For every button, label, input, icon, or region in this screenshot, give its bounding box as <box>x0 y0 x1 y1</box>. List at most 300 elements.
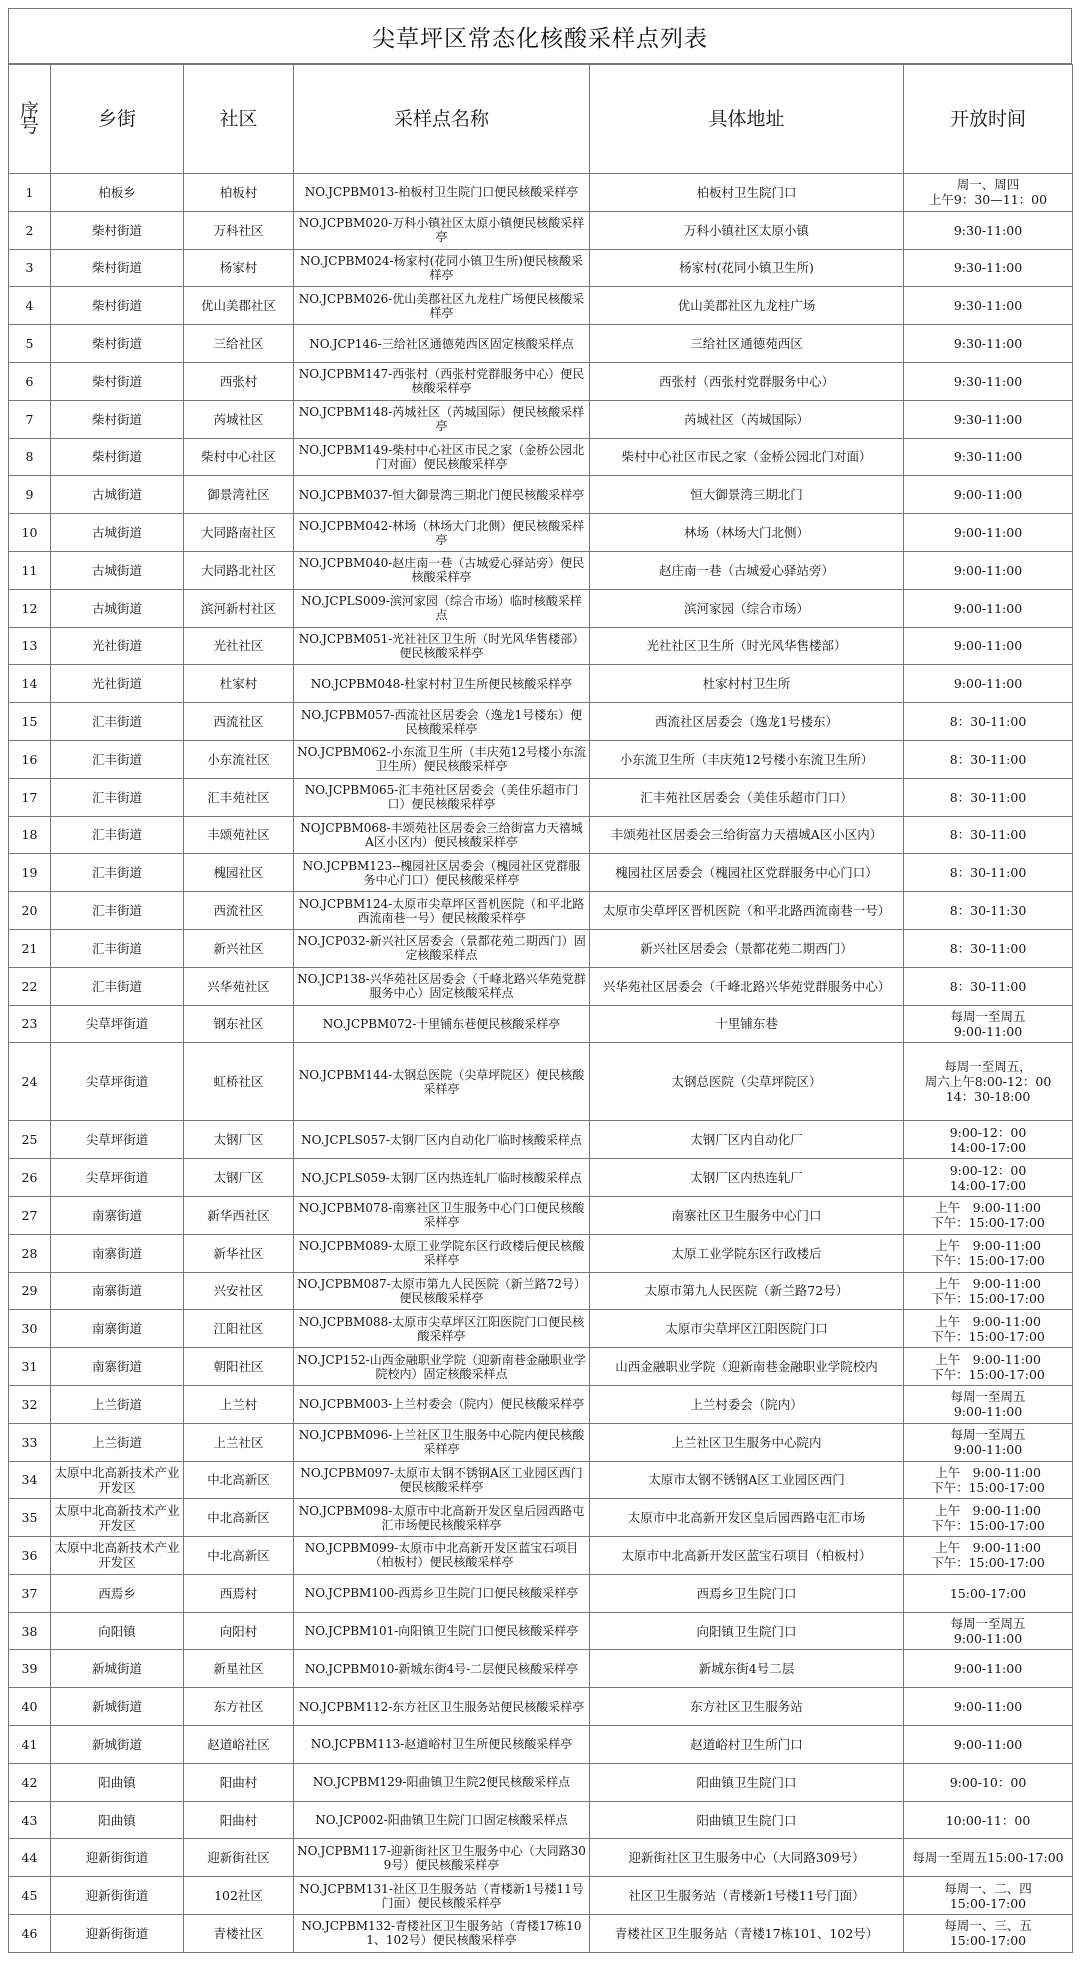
cell-street: 新城街道 <box>51 1688 184 1726</box>
cell-street: 汇丰街道 <box>51 892 184 930</box>
cell-address: 优山美郡社区九龙柱广场 <box>590 287 904 325</box>
table-row <box>9 438 1073 476</box>
cell-index: 39 <box>9 1650 51 1688</box>
cell-open-time: 9:30-11:00 <box>904 287 1073 325</box>
table-row <box>9 1121 1073 1159</box>
cell-address: 柴村中心社区市民之家（金桥公园北门对面） <box>590 438 904 476</box>
table-row <box>9 703 1073 741</box>
cell-open-time: 上午 9:00-11:00 下午：15:00-17:00 <box>904 1196 1073 1234</box>
cell-community: 西焉村 <box>184 1574 294 1612</box>
table-row <box>9 627 1073 665</box>
cell-street: 光社街道 <box>51 627 184 665</box>
cell-index: 15 <box>9 703 51 741</box>
cell-address: 迎新街社区卫生服务中心（大同路309号） <box>590 1839 904 1877</box>
cell-community: 新兴社区 <box>184 929 294 967</box>
cell-open-time: 上午 9:00-11:00 下午：15:00-17:00 <box>904 1461 1073 1499</box>
cell-address: 太原市尖草坪区晋机医院（和平北路西流南巷一号） <box>590 892 904 930</box>
cell-open-time: 8：30-11:00 <box>904 929 1073 967</box>
cell-index: 28 <box>9 1234 51 1272</box>
cell-community: 大同路北社区 <box>184 551 294 589</box>
cell-index: 32 <box>9 1385 51 1423</box>
cell-street: 汇丰街道 <box>51 854 184 892</box>
cell-address: 杨家村(花同小镇卫生所) <box>590 249 904 287</box>
cell-address: 丰颂苑社区居委会三给街富力天禧城A区小区内） <box>590 816 904 854</box>
cell-index: 45 <box>9 1877 51 1915</box>
cell-address: 太钢厂区内热连轧厂 <box>590 1159 904 1197</box>
cell-site-name: NO.JCPLS059-太钢厂区内热连轧厂临时核酸采样点 <box>294 1159 590 1197</box>
cell-index: 34 <box>9 1461 51 1499</box>
cell-index: 25 <box>9 1121 51 1159</box>
cell-site-name: NO.JCPBM010-新城东街4号-二层便民核酸采样亭 <box>294 1650 590 1688</box>
cell-street: 汇丰街道 <box>51 967 184 1005</box>
cell-index: 3 <box>9 249 51 287</box>
cell-street: 汇丰街道 <box>51 740 184 778</box>
table-row <box>9 325 1073 363</box>
cell-index: 44 <box>9 1839 51 1877</box>
cell-site-name: NO.JCP002-阳曲镇卫生院门口固定核酸采样点 <box>294 1801 590 1839</box>
cell-site-name: NO.JCPBM113-赵道峪村卫生所便民核酸采样亭 <box>294 1726 590 1764</box>
cell-site-name: NO.JCPBM024-杨家村(花同小镇卫生所)便民核酸采样亭 <box>294 249 590 287</box>
cell-street: 南寨街道 <box>51 1234 184 1272</box>
table-row <box>9 892 1073 930</box>
cell-open-time: 上午 9:00-11:00 下午：15:00-17:00 <box>904 1348 1073 1386</box>
cell-community: 江阳社区 <box>184 1310 294 1348</box>
cell-index: 35 <box>9 1499 51 1537</box>
cell-site-name: NO.JCPBM088-太原市尖草坪区江阳医院门口便民核酸采样亭 <box>294 1310 590 1348</box>
cell-community: 滨河新村社区 <box>184 589 294 627</box>
cell-site-name: NO.JCPBM131-社区卫生服务站（青楼新1号楼11号门面）便民核酸采样亭 <box>294 1877 590 1915</box>
cell-open-time: 9:30-11:00 <box>904 400 1073 438</box>
sampling-points-table <box>8 64 1073 1953</box>
cell-index: 40 <box>9 1688 51 1726</box>
table-row <box>9 551 1073 589</box>
cell-open-time: 每周一、二、四 15:00-17:00 <box>904 1877 1073 1915</box>
cell-community: 太钢厂区 <box>184 1121 294 1159</box>
cell-index: 13 <box>9 627 51 665</box>
cell-address: 社区卫生服务站（青楼新1号楼11号门面） <box>590 1877 904 1915</box>
cell-community: 槐园社区 <box>184 854 294 892</box>
table-row <box>9 174 1073 212</box>
table-row <box>9 1499 1073 1537</box>
cell-site-name: NO.JCP146-三给社区通德苑西区固定核酸采样点 <box>294 325 590 363</box>
cell-address: 太原市中北高新开发区皇后园西路屯汇市场 <box>590 1499 904 1537</box>
cell-street: 柴村街道 <box>51 211 184 249</box>
cell-open-time: 9:00-11:00 <box>904 1688 1073 1726</box>
cell-index: 23 <box>9 1005 51 1043</box>
cell-site-name: NO.JCPLS009-滨河家园（综合市场）临时核酸采样点 <box>294 589 590 627</box>
cell-community: 虹桥社区 <box>184 1043 294 1121</box>
cell-index: 30 <box>9 1310 51 1348</box>
cell-street: 新城街道 <box>51 1726 184 1764</box>
cell-address: 南寨社区卫生服务中心门口 <box>590 1196 904 1234</box>
cell-community: 青楼社区 <box>184 1915 294 1953</box>
cell-site-name: NO.JCPBM037-恒大御景湾三期北门便民核酸采样亭 <box>294 476 590 514</box>
cell-address: 林场（林场大门北侧） <box>590 514 904 552</box>
cell-site-name: NO.JCPLS057-太钢厂区内自动化厂临时核酸采样点 <box>294 1121 590 1159</box>
table-row <box>9 1801 1073 1839</box>
cell-open-time: 9:00-11:00 <box>904 589 1073 627</box>
cell-index: 1 <box>9 174 51 212</box>
header-street: 乡街 <box>51 65 184 174</box>
cell-street: 阳曲镇 <box>51 1763 184 1801</box>
cell-open-time: 8：30-11:00 <box>904 703 1073 741</box>
table-row <box>9 1310 1073 1348</box>
cell-address: 杜家村村卫生所 <box>590 665 904 703</box>
cell-street: 太原中北高新技术产业开发区 <box>51 1461 184 1499</box>
cell-site-name: NO.JCPBM072-十里铺东巷便民核酸采样亭 <box>294 1005 590 1043</box>
cell-open-time: 9:00-12：00 14:00-17:00 <box>904 1121 1073 1159</box>
cell-site-name: NO.JCPBM089-太原工业学院东区行政楼后便民核酸采样亭 <box>294 1234 590 1272</box>
cell-open-time: 8：30-11:00 <box>904 967 1073 1005</box>
cell-open-time: 9:30-11:00 <box>904 249 1073 287</box>
cell-street: 南寨街道 <box>51 1272 184 1310</box>
cell-street: 南寨街道 <box>51 1348 184 1386</box>
cell-index: 18 <box>9 816 51 854</box>
cell-index: 29 <box>9 1272 51 1310</box>
cell-open-time: 每周一至周五 9:00-11:00 <box>904 1612 1073 1650</box>
sampling-sheet <box>8 8 1072 1953</box>
cell-open-time: 9:00-11:00 <box>904 1726 1073 1764</box>
cell-site-name: NO.JCPBM148-芮城社区（芮城国际）便民核酸采样亭 <box>294 400 590 438</box>
cell-address: 汇丰苑社区居委会（美佳乐超市门口） <box>590 778 904 816</box>
cell-open-time: 9:00-10：00 <box>904 1763 1073 1801</box>
cell-index: 9 <box>9 476 51 514</box>
cell-open-time: 上午 9:00-11:00 下午：15:00-17:00 <box>904 1310 1073 1348</box>
cell-address: 西流社区居委会（逸龙1号楼东） <box>590 703 904 741</box>
cell-open-time: 每周一至周五 9:00-11:00 <box>904 1005 1073 1043</box>
cell-site-name: NO.JCPBM087-太原市第九人民医院（新兰路72号）便民核酸采样亭 <box>294 1272 590 1310</box>
cell-index: 26 <box>9 1159 51 1197</box>
cell-site-name: NO.JCPBM132-青楼社区卫生服务站（青楼17栋101、102号）便民核酸采样亭 <box>294 1915 590 1953</box>
cell-street: 古城街道 <box>51 589 184 627</box>
cell-open-time: 9:00-11:00 <box>904 1650 1073 1688</box>
cell-address: 向阳镇卫生院门口 <box>590 1612 904 1650</box>
cell-address: 太原工业学院东区行政楼后 <box>590 1234 904 1272</box>
cell-address: 新城东街4号二层 <box>590 1650 904 1688</box>
table-row <box>9 1763 1073 1801</box>
cell-index: 38 <box>9 1612 51 1650</box>
cell-street: 迎新街街道 <box>51 1915 184 1953</box>
cell-index: 33 <box>9 1423 51 1461</box>
cell-index: 7 <box>9 400 51 438</box>
cell-street: 尖草坪街道 <box>51 1005 184 1043</box>
cell-index: 2 <box>9 211 51 249</box>
cell-index: 41 <box>9 1726 51 1764</box>
cell-index: 5 <box>9 325 51 363</box>
cell-open-time: 周一、周四 上午9：30—11：00 <box>904 174 1073 212</box>
cell-site-name: NO.JCPBM040-赵庄南一巷（古城爱心驿站旁）便民核酸采样亭 <box>294 551 590 589</box>
table-row <box>9 400 1073 438</box>
cell-address: 柏板村卫生院门口 <box>590 174 904 212</box>
cell-index: 31 <box>9 1348 51 1386</box>
cell-street: 尖草坪街道 <box>51 1043 184 1121</box>
cell-open-time: 上午 9:00-11:00 下午：15:00-17:00 <box>904 1499 1073 1537</box>
table-row <box>9 1348 1073 1386</box>
cell-open-time: 每周一、三、五 15:00-17:00 <box>904 1915 1073 1953</box>
cell-site-name: NO.JCP032-新兴社区居委会（景都花苑二期西门）固定核酸采样点 <box>294 929 590 967</box>
header-index: 序号 <box>9 65 51 174</box>
cell-index: 27 <box>9 1196 51 1234</box>
cell-community: 汇丰苑社区 <box>184 778 294 816</box>
table-row <box>9 1574 1073 1612</box>
cell-open-time: 8：30-11:30 <box>904 892 1073 930</box>
cell-community: 新星社区 <box>184 1650 294 1688</box>
cell-community: 迎新街社区 <box>184 1839 294 1877</box>
table-body <box>9 174 1073 1953</box>
cell-community: 万科社区 <box>184 211 294 249</box>
cell-community: 柏板村 <box>184 174 294 212</box>
cell-street: 汇丰街道 <box>51 929 184 967</box>
cell-address: 滨河家园（综合市场） <box>590 589 904 627</box>
cell-site-name: NO.JCPBM003-上兰村委会（院内）便民核酸采样亭 <box>294 1385 590 1423</box>
cell-address: 太钢总医院（尖草坪院区） <box>590 1043 904 1121</box>
table-row <box>9 1839 1073 1877</box>
table-row <box>9 1234 1073 1272</box>
cell-open-time: 9:30-11:00 <box>904 362 1073 400</box>
cell-address: 兴华苑社区居委会（千峰北路兴华苑党群服务中心） <box>590 967 904 1005</box>
cell-index: 11 <box>9 551 51 589</box>
cell-site-name: NO.JCPBM013-柏板村卫生院门口便民核酸采样亭 <box>294 174 590 212</box>
cell-index: 12 <box>9 589 51 627</box>
cell-index: 46 <box>9 1915 51 1953</box>
cell-street: 柏板乡 <box>51 174 184 212</box>
cell-community: 优山美郡社区 <box>184 287 294 325</box>
cell-community: 小东流社区 <box>184 740 294 778</box>
table-row <box>9 1385 1073 1423</box>
cell-site-name: NO.JCPBM078-南寨社区卫生服务中心门口便民核酸采样亭 <box>294 1196 590 1234</box>
cell-index: 14 <box>9 665 51 703</box>
cell-index: 4 <box>9 287 51 325</box>
table-row <box>9 476 1073 514</box>
cell-address: 槐园社区居委会（槐园社区党群服务中心门口） <box>590 854 904 892</box>
cell-street: 西焉乡 <box>51 1574 184 1612</box>
cell-site-name: NOJCPBM068-丰颂苑社区居委会三给街富力天禧城A区小区内）便民核酸采样亭 <box>294 816 590 854</box>
cell-community: 丰颂苑社区 <box>184 816 294 854</box>
table-row <box>9 1612 1073 1650</box>
cell-community: 赵道峪社区 <box>184 1726 294 1764</box>
cell-address: 西焉乡卫生院门口 <box>590 1574 904 1612</box>
cell-address: 太原市太钢不锈钢A区工业园区西门 <box>590 1461 904 1499</box>
cell-community: 御景湾社区 <box>184 476 294 514</box>
header-site-name: 采样点名称 <box>294 65 590 174</box>
cell-street: 柴村街道 <box>51 249 184 287</box>
cell-index: 22 <box>9 967 51 1005</box>
cell-site-name: NO.JCPBM065-汇丰苑社区居委会（美佳乐超市门口）便民核酸采样亭 <box>294 778 590 816</box>
table-row <box>9 1726 1073 1764</box>
cell-open-time: 9:00-12：00 14:00-17:00 <box>904 1159 1073 1197</box>
cell-street: 上兰街道 <box>51 1385 184 1423</box>
cell-open-time: 上午 9:00-11:00 下午：15:00-17:00 <box>904 1272 1073 1310</box>
table-row <box>9 1005 1073 1043</box>
cell-address: 青楼社区卫生服务站（青楼17栋101、102号） <box>590 1915 904 1953</box>
cell-site-name: NO.JCPBM144-太钢总医院（尖草坪院区）便民核酸采样亭 <box>294 1043 590 1121</box>
cell-street: 向阳镇 <box>51 1612 184 1650</box>
cell-site-name: NO.JCPBM147-西张村（西张村党群服务中心）便民核酸采样亭 <box>294 362 590 400</box>
cell-street: 古城街道 <box>51 476 184 514</box>
cell-open-time: 9:30-11:00 <box>904 211 1073 249</box>
cell-site-name: NO.JCPBM124-太原市尖草坪区晋机医院（和平北路西流南巷一号）便民核酸采样亭 <box>294 892 590 930</box>
table-row <box>9 1650 1073 1688</box>
cell-street: 古城街道 <box>51 551 184 589</box>
cell-community: 光社社区 <box>184 627 294 665</box>
cell-open-time: 9:30-11:00 <box>904 325 1073 363</box>
cell-site-name: NO.JCPBM062-小东流卫生所（丰庆苑12号楼小东流卫生所）便民核酸采样亭 <box>294 740 590 778</box>
cell-address: 光社社区卫生所（时光风华售楼部） <box>590 627 904 665</box>
table-row <box>9 740 1073 778</box>
cell-street: 柴村街道 <box>51 325 184 363</box>
cell-open-time: 每周一至周五 9:00-11:00 <box>904 1423 1073 1461</box>
table-row <box>9 854 1073 892</box>
cell-site-name: NO.JCPBM057-西流社区居委会（逸龙1号楼东）便民核酸采样亭 <box>294 703 590 741</box>
cell-site-name: NO.JCP138-兴华苑社区居委会（千峰北路兴华苑党群服务中心）固定核酸采样点 <box>294 967 590 1005</box>
cell-community: 三给社区 <box>184 325 294 363</box>
cell-address: 上兰村委会（院内） <box>590 1385 904 1423</box>
cell-street: 南寨街道 <box>51 1196 184 1234</box>
table-row <box>9 1272 1073 1310</box>
table-row <box>9 362 1073 400</box>
cell-open-time: 每周一至周五， 周六上午8:00-12：00 14：30-18:00 <box>904 1043 1073 1121</box>
cell-address: 赵庄南一巷（古城爱心驿站旁） <box>590 551 904 589</box>
cell-community: 上兰社区 <box>184 1423 294 1461</box>
cell-site-name: NO.JCPBM101-向阳镇卫生院门口便民核酸采样亭 <box>294 1612 590 1650</box>
cell-site-name: NO.JCPBM051-光社社区卫生所（时光风华售楼部）便民核酸采样亭 <box>294 627 590 665</box>
cell-index: 24 <box>9 1043 51 1121</box>
cell-site-name: NO.JCPBM098-太原市中北高新开发区皇后园西路屯汇市场便民核酸采样亭 <box>294 1499 590 1537</box>
cell-address: 万科小镇社区太原小镇 <box>590 211 904 249</box>
table-header-row <box>9 65 1073 174</box>
header-address: 具体地址 <box>590 65 904 174</box>
cell-address: 太原市第九人民医院（新兰路72号） <box>590 1272 904 1310</box>
header-open-time: 开放时间 <box>904 65 1073 174</box>
table-row <box>9 1537 1073 1575</box>
cell-address: 三给社区通德苑西区 <box>590 325 904 363</box>
cell-community: 兴安社区 <box>184 1272 294 1310</box>
cell-address: 阳曲镇卫生院门口 <box>590 1763 904 1801</box>
cell-address: 小东流卫生所（丰庆苑12号楼小东流卫生所） <box>590 740 904 778</box>
cell-index: 10 <box>9 514 51 552</box>
cell-community: 朝阳社区 <box>184 1348 294 1386</box>
cell-address: 太原市尖草坪区江阳医院门口 <box>590 1310 904 1348</box>
cell-community: 向阳村 <box>184 1612 294 1650</box>
cell-index: 21 <box>9 929 51 967</box>
cell-community: 柴村中心社区 <box>184 438 294 476</box>
table-row <box>9 1043 1073 1121</box>
cell-street: 汇丰街道 <box>51 816 184 854</box>
cell-community: 西流社区 <box>184 703 294 741</box>
cell-community: 阳曲村 <box>184 1801 294 1839</box>
cell-index: 37 <box>9 1574 51 1612</box>
cell-street: 迎新街街道 <box>51 1839 184 1877</box>
cell-street: 迎新街街道 <box>51 1877 184 1915</box>
cell-address: 山西金融职业学院（迎新南巷金融职业学院校内 <box>590 1348 904 1386</box>
table-row <box>9 665 1073 703</box>
cell-community: 东方社区 <box>184 1688 294 1726</box>
cell-community: 大同路南社区 <box>184 514 294 552</box>
cell-community: 中北高新区 <box>184 1499 294 1537</box>
cell-open-time: 8：30-11:00 <box>904 740 1073 778</box>
cell-community: 新华社区 <box>184 1234 294 1272</box>
table-row <box>9 589 1073 627</box>
table-row <box>9 514 1073 552</box>
cell-open-time: 上午 9:00-11:00 下午：15:00-17:00 <box>904 1234 1073 1272</box>
cell-street: 古城街道 <box>51 514 184 552</box>
cell-address: 芮城社区（芮城国际） <box>590 400 904 438</box>
cell-community: 杜家村 <box>184 665 294 703</box>
table-row <box>9 1423 1073 1461</box>
cell-index: 16 <box>9 740 51 778</box>
cell-index: 6 <box>9 362 51 400</box>
cell-address: 太钢厂区内自动化厂 <box>590 1121 904 1159</box>
cell-index: 19 <box>9 854 51 892</box>
cell-address: 太原市中北高新开发区蓝宝石项目（柏板村） <box>590 1537 904 1575</box>
table-row <box>9 778 1073 816</box>
cell-index: 8 <box>9 438 51 476</box>
cell-address: 赵道峪村卫生所门口 <box>590 1726 904 1764</box>
cell-index: 20 <box>9 892 51 930</box>
cell-open-time: 15:00-17:00 <box>904 1574 1073 1612</box>
cell-site-name: NO.JCPBM117-迎新街社区卫生服务中心（大同路309号）便民核酸采样亭 <box>294 1839 590 1877</box>
cell-address: 恒大御景湾三期北门 <box>590 476 904 514</box>
table-row <box>9 249 1073 287</box>
cell-open-time: 9:00-11:00 <box>904 551 1073 589</box>
cell-street: 柴村街道 <box>51 287 184 325</box>
cell-open-time: 8：30-11:00 <box>904 778 1073 816</box>
cell-open-time: 每周一至周五 9:00-11:00 <box>904 1385 1073 1423</box>
cell-community: 102社区 <box>184 1877 294 1915</box>
cell-street: 汇丰街道 <box>51 703 184 741</box>
page-title: 尖草坪区常态化核酸采样点列表 <box>8 8 1072 64</box>
cell-index: 36 <box>9 1537 51 1575</box>
cell-community: 中北高新区 <box>184 1537 294 1575</box>
cell-site-name: NO.JCPBM112-东方社区卫生服务站便民核酸采样亭 <box>294 1688 590 1726</box>
table-row <box>9 816 1073 854</box>
cell-site-name: NO.JCPBM099-太原市中北高新开发区蓝宝石项目（柏板村）便民核酸采样亭 <box>294 1537 590 1575</box>
cell-street: 太原中北高新技术产业开发区 <box>51 1537 184 1575</box>
table-row <box>9 967 1073 1005</box>
cell-open-time: 9:00-11:00 <box>904 514 1073 552</box>
cell-address: 十里铺东巷 <box>590 1005 904 1043</box>
cell-open-time: 8：30-11:00 <box>904 816 1073 854</box>
cell-street: 新城街道 <box>51 1650 184 1688</box>
cell-site-name: NO.JCPBM020-万科小镇社区太原小镇便民核酸采样亭 <box>294 211 590 249</box>
cell-community: 阳曲村 <box>184 1763 294 1801</box>
cell-community: 太钢厂区 <box>184 1159 294 1197</box>
cell-community: 西张村 <box>184 362 294 400</box>
cell-street: 太原中北高新技术产业开发区 <box>51 1499 184 1537</box>
cell-community: 中北高新区 <box>184 1461 294 1499</box>
cell-street: 光社街道 <box>51 665 184 703</box>
cell-site-name: NO.JCPBM097-太原市太钢不锈钢A区工业园区西门便民核酸采样亭 <box>294 1461 590 1499</box>
table-row <box>9 1196 1073 1234</box>
cell-site-name: NO.JCPBM096-上兰社区卫生服务中心院内便民核酸采样亭 <box>294 1423 590 1461</box>
cell-index: 43 <box>9 1801 51 1839</box>
cell-index: 17 <box>9 778 51 816</box>
table-row <box>9 1159 1073 1197</box>
cell-site-name: NO.JCPBM048-杜家村村卫生所便民核酸采样亭 <box>294 665 590 703</box>
cell-street: 柴村街道 <box>51 362 184 400</box>
table-row <box>9 1915 1073 1953</box>
cell-street: 汇丰街道 <box>51 778 184 816</box>
cell-community: 钢东社区 <box>184 1005 294 1043</box>
cell-site-name: NO.JCPBM026-优山美郡社区九龙柱广场便民核酸采样亭 <box>294 287 590 325</box>
cell-open-time: 9:00-11:00 <box>904 476 1073 514</box>
cell-community: 新华西社区 <box>184 1196 294 1234</box>
cell-open-time: 每周一至周五15:00-17:00 <box>904 1839 1073 1877</box>
cell-street: 阳曲镇 <box>51 1801 184 1839</box>
cell-open-time: 9:00-11:00 <box>904 627 1073 665</box>
cell-site-name: NO.JCPBM129-阳曲镇卫生院2便民核酸采样点 <box>294 1763 590 1801</box>
cell-community: 杨家村 <box>184 249 294 287</box>
